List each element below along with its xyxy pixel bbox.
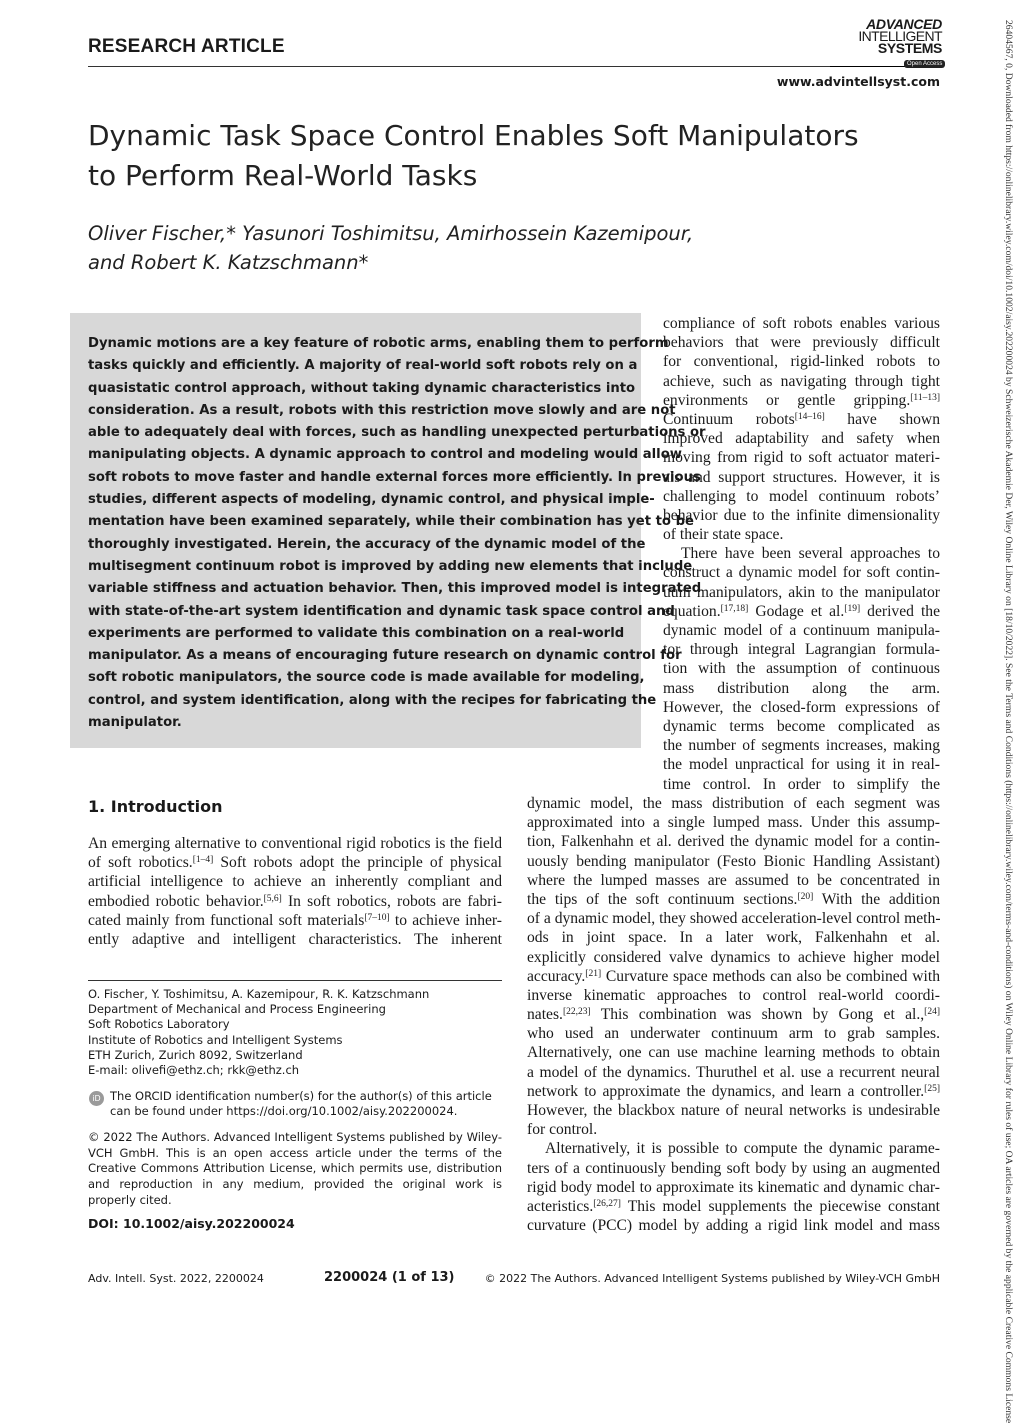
affiliation-line: Department of Mechanical and Process Engineering xyxy=(88,1002,386,1017)
text-run: cated mainly from functional soft materials xyxy=(88,911,365,929)
paragraph-line: for control. xyxy=(527,1121,598,1139)
paragraph-line: the model unpractical for using it in real- xyxy=(663,756,940,774)
text-run: This combination was shown by Gong et al., xyxy=(590,1006,925,1024)
paragraph-line: challenging to model continuum robots’ xyxy=(663,487,940,505)
paragraph-line: compliance of soft robots enables various xyxy=(663,315,940,332)
paragraph-line: rigid body model to approximate its kinematic and dynamic char- xyxy=(527,1178,940,1196)
paragraph-line: uously bending manipulator (Festo Bionic Handling Assistant) xyxy=(527,852,940,870)
section-label: RESEARCH ARTICLE xyxy=(88,36,285,57)
text-run: In soft robotics, robots are fabri- xyxy=(281,892,502,910)
paragraph-line: mass distribution along the arm. xyxy=(663,679,940,697)
body-column-right-top xyxy=(663,314,940,794)
text-run: the tips of the soft continuum sections. xyxy=(527,890,798,908)
section-heading-introduction: 1. Introduction xyxy=(88,797,223,816)
logo-line-3: SYSTEMS xyxy=(877,40,942,56)
paragraph-line: tion, Falkenhahn et al. derived the dynamic model for a contin- xyxy=(527,833,940,851)
footer-page-number: 2200024 (1 of 13) xyxy=(324,1270,455,1285)
paragraph-line: time control. In order to simplify the xyxy=(663,775,940,793)
abstract-line: with state-of-the-art system identification and dynamic task space control and xyxy=(88,603,675,619)
paragraph-line: construct a dynamic model for soft contin- xyxy=(663,564,940,582)
abstract-line: control, and system identification, along with the recipes for fabricating the xyxy=(88,692,657,708)
abstract-line: soft robots to move faster and handle external forces more efficiently. In previous xyxy=(88,469,701,485)
body-column-right xyxy=(527,794,940,1235)
abstract-line: tasks quickly and efficiently. A majority of real-world soft robots rely on a xyxy=(88,358,638,374)
logo-line-1: ADVANCED xyxy=(866,16,942,32)
copyright-line: and reproduction in any medium, provided the original work is xyxy=(88,1177,502,1192)
paragraph-line: dynamic terms become complicated as xyxy=(663,717,940,735)
paragraph-line: However, the closed-form expressions of xyxy=(663,698,940,716)
paragraph-line xyxy=(527,967,940,986)
paragraph-line: behaviors that were previously difficult xyxy=(663,334,940,352)
text-run: to achieve inher- xyxy=(389,911,502,929)
citation-reference[interactable]: [19] xyxy=(844,603,861,614)
text-run: embodied robotic behavior. xyxy=(88,892,264,910)
logo-line-2: INTELLIGENT xyxy=(858,28,942,44)
text-run: of soft robotics. xyxy=(88,854,193,872)
abstract-line: variable stiffness and actuation behavior. Then, this improved model is integrated xyxy=(88,581,702,597)
paragraph-line: approximated into a single lumped mass. Under this assump- xyxy=(527,814,940,832)
paragraph-line: for conventional, rigid-linked robots to xyxy=(663,353,940,371)
abstract-line: manipulator. As a means of encouraging future research on dynamic control for xyxy=(88,648,682,664)
doi-link[interactable]: DOI: 10.1002/aisy.202200024 xyxy=(88,1216,295,1231)
download-notice: 26404567, 0, Downloaded from https://onlinelibrary.wiley.com/doi/10.1002/aisy.202200024 by Schweizerische Akademie Der, Wiley Online Library on [18/10/2022]. See the Terms and Conditions (https://onlinelibrary.wiley.com/terms-and-conditions) on Wiley Online Library for rules of use; OA articles are governed by the applicable Creative Commons License xyxy=(1003,20,1014,1423)
paragraph-line: tor through integral Lagrangian formula- xyxy=(663,641,940,659)
text-run: Curvature space methods can also be combined with xyxy=(601,967,940,985)
abstract-line: able to adequately deal with forces, such as handling unexpected perturbations or xyxy=(88,425,706,441)
citation-reference[interactable]: [20] xyxy=(797,891,814,902)
body-column-left xyxy=(88,834,502,949)
paragraph-line xyxy=(663,602,940,621)
title-line: to Perform Real-World Tasks xyxy=(88,159,478,192)
copyright-line: VCH GmbH. This is an open access article under the terms of the xyxy=(88,1145,502,1160)
paragraph-line: inverse kinematic approaches to control real-world coordi- xyxy=(527,986,940,1004)
orcid-note xyxy=(110,1089,502,1119)
citation-reference[interactable]: [22,23] xyxy=(562,1007,591,1018)
text-run: accuracy. xyxy=(527,967,586,985)
title-line: Dynamic Task Space Control Enables Soft Manipulators xyxy=(88,119,859,152)
text-run: Soft robots adopt the principle of physical xyxy=(213,854,502,872)
citation-reference[interactable]: [7–10] xyxy=(364,912,390,923)
paragraph-line: There have been several approaches to xyxy=(681,545,940,563)
abstract-line: manipulator. xyxy=(88,715,182,731)
paragraph-line: a model of the dynamics. Thuruthel et al. use a recurrent neural xyxy=(527,1063,940,1081)
footnote-divider xyxy=(88,980,502,981)
paragraph-line: curvature (PCC) model by adding a rigid link model and mass xyxy=(527,1217,940,1235)
text-run: network to approximate the dynamics, and learn a controller. xyxy=(527,1082,925,1100)
abstract-line: soft robotic manipulators, the source code is made available for modeling, xyxy=(88,670,645,686)
citation-reference[interactable]: [21] xyxy=(585,968,602,979)
paragraph-line: of a dynamic model, they showed acceleration-level control meth- xyxy=(527,910,941,928)
affiliation-line: Soft Robotics Laboratory xyxy=(88,1017,230,1032)
paragraph-line: dynamic model of a continuum manipula- xyxy=(663,622,940,639)
footer-citation: Adv. Intell. Syst. 2022, 2200024 xyxy=(88,1272,264,1285)
paragraph-line: the number of segments increases, making xyxy=(663,737,940,755)
text-run: This model supplements the piecewise constant xyxy=(620,1197,940,1215)
text-run: derived the xyxy=(860,602,940,620)
abstract-line: Dynamic motions are a key feature of robotic arms, enabling them to perform xyxy=(88,336,669,351)
text-run: nates. xyxy=(527,1006,563,1024)
paragraph-line: of their state space. xyxy=(663,526,784,544)
journal-logo xyxy=(852,18,942,54)
paragraph-line: Alternatively, one can use machine learning methods to obtain xyxy=(527,1044,940,1062)
paragraph-line: Alternatively, it is possible to compute the dynamic parame- xyxy=(545,1140,940,1158)
orcid-line: can be found under https://doi.org/10.1002/aisy.202200024. xyxy=(110,1104,458,1119)
paragraph-line: An emerging alternative to conventional rigid robotics is the field xyxy=(88,835,502,852)
author-list xyxy=(88,219,788,277)
orcid-line: The ORCID identification number(s) for the author(s) of this article xyxy=(110,1089,492,1103)
text-run: environments or gentle gripping. xyxy=(663,391,911,409)
paragraph-line xyxy=(88,911,502,930)
abstract-line: studies, different aspects of modeling, dynamic control, and physical imple- xyxy=(88,492,655,508)
paragraph-line xyxy=(527,1005,940,1024)
paragraph-line xyxy=(527,1082,940,1101)
paragraph-line: uum manipulators, akin to the manipulator xyxy=(663,583,940,601)
abstract-line: quasistatic control approach, without taking dynamic characteristics into xyxy=(88,380,636,396)
paragraph-line: However, the blackbox nature of neural networks is undesirable xyxy=(527,1102,940,1119)
paragraph-line: ods in joint space. In a later work, Falkenhahn et al. xyxy=(527,929,940,947)
text-run: With the addition xyxy=(813,890,940,908)
abstract-line: manipulating objects. A dynamic approach to control and modeling would allow xyxy=(88,447,682,463)
citation-reference[interactable]: [24] xyxy=(924,1007,940,1018)
text-run: Godage et al. xyxy=(748,602,845,620)
text-run: acteristics. xyxy=(527,1197,594,1215)
paragraph-line xyxy=(88,853,502,872)
paragraph-line: improved adaptability and safety when xyxy=(663,430,940,448)
abstract-line: consideration. As a result, robots with this restriction move slowly and are not xyxy=(88,402,676,418)
abstract-line: multisegment continuum robot is improved by adding new elements that include xyxy=(88,558,693,574)
affiliation-line: Institute of Robotics and Intelligent Systems xyxy=(88,1032,343,1047)
footer-publisher: © 2022 The Authors. Advanced Intelligent Systems published by Wiley-VCH GmbH xyxy=(484,1272,940,1285)
affiliation-line: O. Fischer, Y. Toshimitsu, A. Kazemipour, R. K. Katzschmann xyxy=(88,987,430,1001)
author-line: and Robert K. Katzschmann* xyxy=(88,251,369,274)
copyright-notice xyxy=(88,1130,502,1208)
citation-reference[interactable]: [11–13] xyxy=(910,392,940,403)
paragraph-line xyxy=(527,1197,940,1216)
citation-reference[interactable]: [5,6] xyxy=(263,893,282,904)
header-divider xyxy=(88,66,830,67)
paragraph-line: moving from rigid to soft actuator materi- xyxy=(663,449,940,467)
citation-reference[interactable]: [26,27] xyxy=(593,1198,621,1209)
paragraph-line: ters of a continuously bending soft body by using an augmented xyxy=(527,1159,940,1177)
text-run: have shown xyxy=(824,410,940,428)
abstract-line: mentation have been examined separately, while their combination has yet to be xyxy=(88,514,694,530)
paragraph-line: ently adaptive and intelligent characteristics. The inherent xyxy=(88,930,502,948)
paragraph-line xyxy=(663,410,940,429)
paragraph-line: behavior due to the infinite dimensionality xyxy=(663,506,940,524)
text-run: Continuum robots xyxy=(663,410,795,428)
author-line: Oliver Fischer,* Yasunori Toshimitsu, Amirhossein Kazemipour, xyxy=(88,222,694,245)
copyright-line: © 2022 The Authors. Advanced Intelligent Systems published by Wiley- xyxy=(88,1130,502,1144)
text-run: equation. xyxy=(663,602,721,620)
author-affiliations xyxy=(88,987,429,1078)
paragraph-line xyxy=(527,890,940,909)
open-access-badge: Open Access xyxy=(904,60,945,68)
paragraph-line: achieve, such as navigating through tight xyxy=(663,372,940,390)
paragraph-line xyxy=(88,892,502,911)
affiliation-line: ETH Zurich, Zurich 8092, Switzerland xyxy=(88,1047,303,1062)
citation-reference[interactable]: [25] xyxy=(924,1083,940,1094)
paragraph-line: dynamic model, the mass distribution of each segment was xyxy=(527,795,940,812)
citation-reference[interactable]: [17,18] xyxy=(720,603,749,614)
paragraph-line: als and support structures. However, it is xyxy=(663,468,940,486)
copyright-line: properly cited. xyxy=(88,1192,172,1207)
journal-url[interactable]: www.advintellsyst.com xyxy=(776,74,940,89)
paragraph-line: where the lumped masses are assumed to be concentrated in xyxy=(527,871,940,889)
abstract-line: experiments are performed to validate this combination on a real-world xyxy=(88,625,625,641)
abstract-line: thoroughly investigated. Herein, the accuracy of the dynamic model of the xyxy=(88,536,646,552)
article-title xyxy=(88,116,948,196)
paragraph-line: tion with the assumption of continuous xyxy=(663,660,940,678)
paragraph-line: who used an underwater continuum arm to grab samples. xyxy=(527,1025,940,1043)
citation-reference[interactable]: [1–4] xyxy=(192,855,214,866)
paragraph-line: explicitly considered valve dynamics to achieve higher model xyxy=(527,948,940,966)
paragraph-line: artificial intelligence to achieve an inherently compliant and xyxy=(88,873,502,891)
orcid-icon: iD xyxy=(89,1091,104,1106)
paragraph-line xyxy=(663,391,940,410)
affiliation-line: E-mail: olivefi@ethz.ch; rkk@ethz.ch xyxy=(88,1063,300,1078)
citation-reference[interactable]: [14–16] xyxy=(794,411,825,422)
copyright-line: Creative Commons Attribution License, which permits use, distribution xyxy=(88,1161,502,1176)
